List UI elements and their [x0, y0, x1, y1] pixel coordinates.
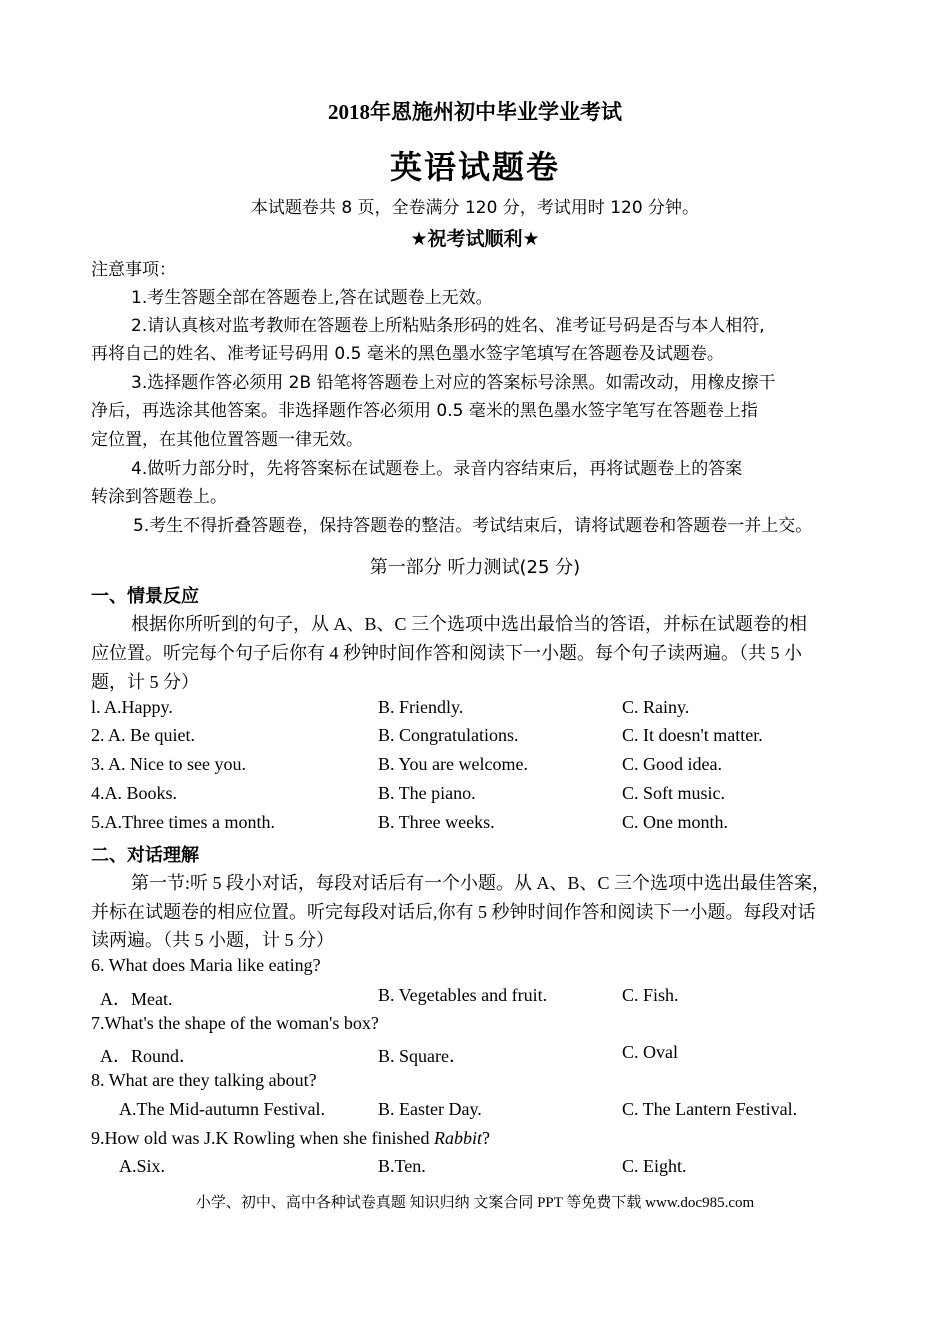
note-line: 净后，再选涂其他答案。非选择题作答必须用 0.5 毫米的黑色墨水签字笔写在答题卷上指 [91, 401, 758, 421]
q9-option-c: C. Eight. [622, 1156, 687, 1176]
note-line: 2.请认真核对监考教师在答题卷上所粘贴条形码的姓名、准考证号码是否与本人相符, [131, 316, 765, 336]
note-line: 转涂到答题卷上。 [91, 487, 227, 507]
q3-option-b: B. You are welcome. [378, 754, 528, 774]
q6-question: 6. What does Maria like eating? [91, 955, 321, 975]
q9-question-text: 9.How old was J.K Rowling when she finished [91, 1128, 434, 1148]
q9-book-title: Rabbit [433, 1128, 482, 1148]
notes-heading: 注意事项： [91, 260, 176, 280]
q7-option-c: C. Oval [622, 1042, 678, 1062]
q3-option-c: C. Good idea. [622, 754, 722, 774]
q1-option-c: C. Rainy. [622, 697, 690, 717]
q5-option-b: B. Three weeks. [378, 812, 495, 832]
q6-option-a: A．Meat. [100, 989, 173, 1009]
note-line: 1.考生答题全部在答题卷上,答在试题卷上无效。 [131, 288, 493, 308]
q3-option-a: 3. A. Nice to see you. [91, 754, 246, 774]
q2-option-b: B. Congratulations. [378, 725, 519, 745]
q6-option-b: B. Vegetables and fruit. [378, 985, 548, 1005]
q6-option-c: C. Fish. [622, 985, 679, 1005]
section1-instruction: 根据你所听到的句子，从 A、B、C 三个选项中选出最恰当的答语，并标在试题卷的相 [131, 614, 808, 634]
q1-option-a: l. A.Happy. [91, 697, 173, 717]
q5-option-a: 5.A.Three times a month. [91, 812, 275, 832]
q8-option-a: A.The Mid-autumn Festival. [119, 1099, 325, 1119]
section2-instruction: 读两遍。（共 5 小题，计 5 分） [91, 930, 334, 950]
note-line: 再将自己的姓名、准考证号码用 0.5 毫米的黑色墨水签字笔填写在答题卷及试题卷。 [91, 344, 724, 364]
note-line: 3.选择题作答必须用 2B 铅笔将答题卷上对应的答案标号涂黑。如需改动，用橡皮擦干 [131, 373, 776, 393]
section1-instruction: 应位置。听完每个句子后你有 4 秒钟时间作答和阅读下一小题。每个句子读两遍。（共 5 小 [91, 643, 802, 663]
q7-option-a: A．Round． [100, 1046, 198, 1066]
q9-option-b: B.Ten. [378, 1156, 426, 1176]
section1-instruction: 题，计 5 分） [91, 672, 199, 692]
q8-option-b: B. Easter Day. [378, 1099, 482, 1119]
section1-heading: 一、情景反应 [91, 586, 199, 607]
note-line: 5.考生不得折叠答题卷，保持答题卷的整洁。考试结束后，请将试题卷和答题卷一并上交。 [133, 516, 813, 536]
q9-question [91, 1128, 490, 1149]
q5-option-c: C. One month. [622, 812, 728, 832]
good-luck-banner: ★祝考试顺利★ [410, 228, 540, 250]
q8-question: 8. What are they talking about? [91, 1070, 317, 1090]
exam-subtitle: 英语试题卷 [389, 148, 560, 186]
exam-info: 本试题卷共 8 页，全卷满分 120 分，考试用时 120 分钟。 [250, 198, 700, 218]
section2-instruction: 第一节:听 5 段小对话，每段对话后有一个小题。从 A、B、C 三个选项中选出最佳答案， [131, 873, 831, 893]
q9-question-mark: ? [481, 1128, 490, 1148]
q8-option-c: C. The Lantern Festival. [622, 1099, 798, 1119]
q2-option-a: 2. A. Be quiet. [91, 725, 195, 745]
q4-option-c: C. Soft music. [622, 783, 726, 803]
section2-heading: 二、对话理解 [91, 845, 199, 866]
q4-option-a: 4.A. Books. [91, 783, 178, 803]
note-line: 定位置，在其他位置答题一律无效。 [91, 430, 363, 450]
q9-option-a: A.Six. [119, 1156, 166, 1176]
page-footer: 小学、初中、高中各种试卷真题 知识归纳 文案合同 PPT 等免费下载 www.doc985.com [195, 1195, 755, 1211]
q2-option-c: C. It doesn't matter. [622, 725, 763, 745]
q1-option-b: B. Friendly. [378, 697, 464, 717]
q4-option-b: B. The piano. [378, 783, 476, 803]
exam-title: 2018年恩施州初中毕业学业考试 [328, 100, 622, 124]
q7-question: 7.What's the shape of the woman's box? [91, 1013, 379, 1033]
part1-title: 第一部分 听力测试(25 分) [369, 557, 581, 578]
q7-option-b: B. Square． [378, 1046, 467, 1066]
note-line: 4.做听力部分时，先将答案标在试题卷上。录音内容结束后，再将试题卷上的答案 [131, 459, 743, 479]
section2-instruction: 并标在试题卷的相应位置。听完每段对话后,你有 5 秒钟时间作答和阅读下一小题。每段对话 [91, 902, 816, 922]
